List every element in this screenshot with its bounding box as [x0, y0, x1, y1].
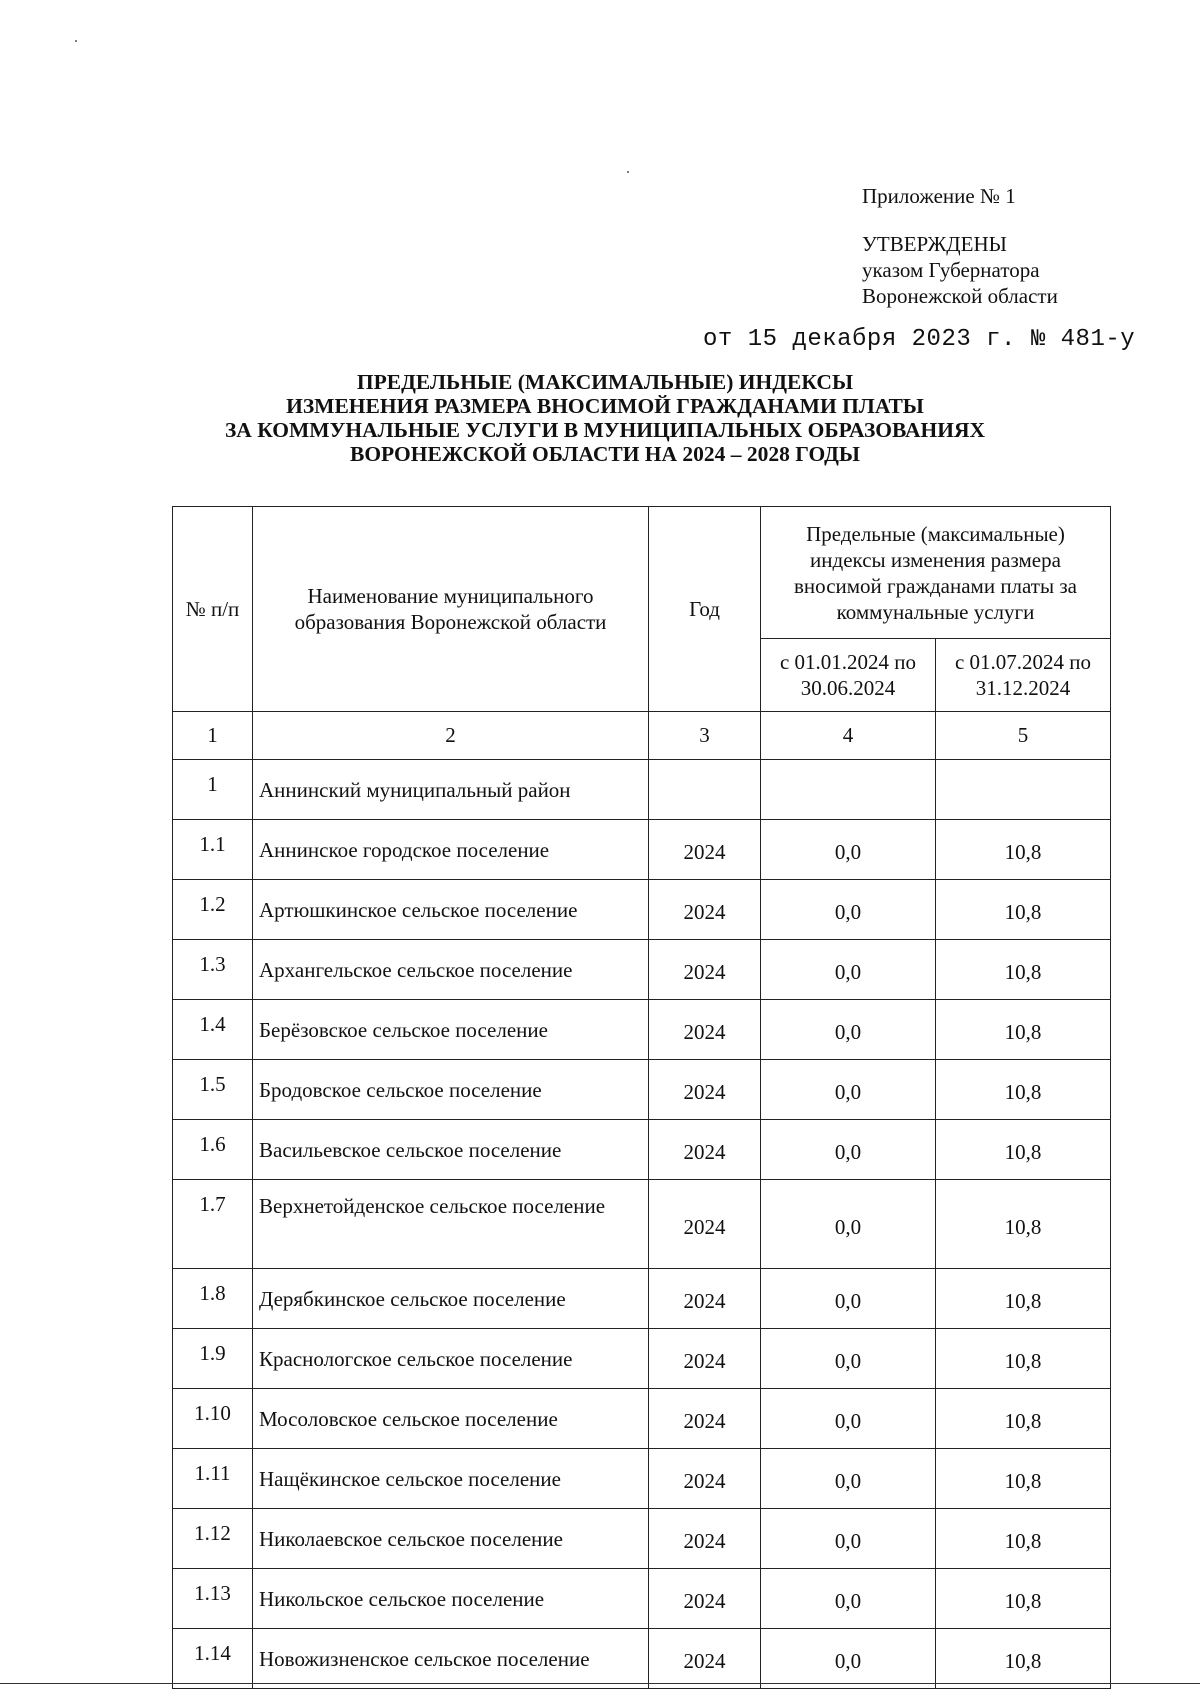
- row-year: 2024: [649, 880, 761, 940]
- row-number: 1.8: [173, 1269, 253, 1329]
- municipality-name: Николаевское сельское поселение: [253, 1509, 649, 1569]
- header-year: Год: [649, 507, 761, 712]
- approved-label: УТВЕРЖДЕНЫ: [862, 232, 1007, 256]
- approved-region-line: Воронежской области: [862, 284, 1058, 308]
- row-year: 2024: [649, 1569, 761, 1629]
- index-period-1: [761, 760, 936, 820]
- table-row: [173, 1389, 1111, 1449]
- header-name: Наименование муниципального образования Воронежской области: [253, 507, 649, 712]
- index-period-1: 0,0: [761, 880, 936, 940]
- row-year: 2024: [649, 1000, 761, 1060]
- approved-by-line: указом Губернатора: [862, 258, 1040, 282]
- index-period-1: 0,0: [761, 940, 936, 1000]
- row-number: 1.6: [173, 1120, 253, 1180]
- row-year: [649, 760, 761, 820]
- row-number: 1.7: [173, 1180, 253, 1269]
- table-row: [173, 1629, 1111, 1689]
- table-row: [173, 1120, 1111, 1180]
- row-number: 1.10: [173, 1389, 253, 1449]
- decree-reference: от 15 декабря 2023 г. № 481-у: [703, 326, 1136, 353]
- municipality-name: Нащёкинское сельское поселение: [253, 1449, 649, 1509]
- column-number: 4: [761, 712, 936, 760]
- municipality-name: Мосоловское сельское поселение: [253, 1389, 649, 1449]
- index-period-2: 10,8: [936, 1389, 1111, 1449]
- municipality-name: Васильевское сельское поселение: [253, 1120, 649, 1180]
- index-period-2: 10,8: [936, 1329, 1111, 1389]
- attachment-label: Приложение № 1: [862, 184, 1016, 208]
- index-period-2: 10,8: [936, 940, 1111, 1000]
- row-year: 2024: [649, 1180, 761, 1269]
- index-period-2: 10,8: [936, 1120, 1111, 1180]
- municipality-name: Архангельское сельское поселение: [253, 940, 649, 1000]
- row-number: 1.2: [173, 880, 253, 940]
- table-row: [173, 880, 1111, 940]
- scan-speck: [627, 171, 629, 173]
- table-row: [173, 1269, 1111, 1329]
- municipality-name: Верхнетойденское сельское поселение: [253, 1180, 649, 1269]
- approval-block: [862, 183, 1058, 309]
- column-number: 1: [173, 712, 253, 760]
- row-year: 2024: [649, 1389, 761, 1449]
- header-period-2: с 01.07.2024 по 31.12.2024: [936, 639, 1111, 712]
- index-period-1: 0,0: [761, 1000, 936, 1060]
- row-year: 2024: [649, 1120, 761, 1180]
- municipality-name: Краснологское сельское поселение: [253, 1329, 649, 1389]
- row-number: 1.12: [173, 1509, 253, 1569]
- header-period-1: с 01.01.2024 по 30.06.2024: [761, 639, 936, 712]
- row-number: 1.13: [173, 1569, 253, 1629]
- municipality-name: Берёзовское сельское поселение: [253, 1000, 649, 1060]
- column-number: 2: [253, 712, 649, 760]
- index-period-1: 0,0: [761, 1629, 936, 1689]
- title-line: ПРЕДЕЛЬНЫЕ (МАКСИМАЛЬНЫЕ) ИНДЕКСЫ: [356, 370, 854, 394]
- municipality-name: Дерябкинское сельское поселение: [253, 1269, 649, 1329]
- index-period-2: 10,8: [936, 1569, 1111, 1629]
- row-year: 2024: [649, 820, 761, 880]
- row-number: 1.3: [173, 940, 253, 1000]
- index-period-2: 10,8: [936, 1449, 1111, 1509]
- index-period-2: 10,8: [936, 820, 1111, 880]
- index-period-2: 10,8: [936, 1629, 1111, 1689]
- index-period-2: 10,8: [936, 880, 1111, 940]
- municipality-name: Никольское сельское поселение: [253, 1569, 649, 1629]
- title-line: ИЗМЕНЕНИЯ РАЗМЕРА ВНОСИМОЙ ГРАЖДАНАМИ ПЛАТЫ: [286, 394, 924, 418]
- row-number: 1.5: [173, 1060, 253, 1120]
- row-number: 1.4: [173, 1000, 253, 1060]
- municipality-name: Новожизненское сельское поселение: [253, 1629, 649, 1689]
- row-number: 1.1: [173, 820, 253, 880]
- index-period-1: 0,0: [761, 1449, 936, 1509]
- index-period-2: 10,8: [936, 1269, 1111, 1329]
- row-number: 1.11: [173, 1449, 253, 1509]
- row-year: 2024: [649, 1329, 761, 1389]
- municipality-name: Артюшкинское сельское поселение: [253, 880, 649, 940]
- table-row: [173, 1000, 1111, 1060]
- index-period-2: 10,8: [936, 1000, 1111, 1060]
- table-row: [173, 1060, 1111, 1120]
- index-period-1: 0,0: [761, 1120, 936, 1180]
- row-year: 2024: [649, 1449, 761, 1509]
- row-year: 2024: [649, 1629, 761, 1689]
- indices-table: [172, 506, 1111, 1689]
- index-period-1: 0,0: [761, 1180, 936, 1269]
- table-row: [173, 1569, 1111, 1629]
- title-line: ВОРОНЕЖСКОЙ ОБЛАСТИ НА 2024 – 2028 ГОДЫ: [349, 442, 861, 466]
- document-title: [180, 370, 1030, 466]
- column-number: 3: [649, 712, 761, 760]
- index-period-1: 0,0: [761, 1389, 936, 1449]
- header-num: № п/п: [173, 507, 253, 712]
- row-number: 1.14: [173, 1629, 253, 1689]
- row-year: 2024: [649, 1269, 761, 1329]
- column-number: 5: [936, 712, 1111, 760]
- scan-edge-line: [0, 1683, 1200, 1684]
- index-period-2: [936, 760, 1111, 820]
- table-row: [173, 1329, 1111, 1389]
- row-number: 1: [173, 760, 253, 820]
- index-period-1: 0,0: [761, 1269, 936, 1329]
- index-period-1: 0,0: [761, 1569, 936, 1629]
- table-row: [173, 760, 1111, 820]
- scan-speck: [75, 40, 77, 42]
- column-number-row: [173, 712, 1111, 760]
- index-period-1: 0,0: [761, 1060, 936, 1120]
- index-period-1: 0,0: [761, 820, 936, 880]
- table-row: [173, 1449, 1111, 1509]
- table-row: [173, 940, 1111, 1000]
- title-line: ЗА КОММУНАЛЬНЫЕ УСЛУГИ В МУНИЦИПАЛЬНЫХ ОБРАЗОВАНИЯХ: [224, 418, 986, 442]
- municipality-name: Аннинский муниципальный район: [253, 760, 649, 820]
- row-year: 2024: [649, 1060, 761, 1120]
- table-row: [173, 1509, 1111, 1569]
- table-row: [173, 1180, 1111, 1269]
- row-year: 2024: [649, 1509, 761, 1569]
- row-year: 2024: [649, 940, 761, 1000]
- municipality-name: Бродовское сельское поселение: [253, 1060, 649, 1120]
- index-period-1: 0,0: [761, 1509, 936, 1569]
- index-period-2: 10,8: [936, 1060, 1111, 1120]
- index-period-2: 10,8: [936, 1509, 1111, 1569]
- table-row: [173, 820, 1111, 880]
- index-period-1: 0,0: [761, 1329, 936, 1389]
- municipality-name: Аннинское городское поселение: [253, 820, 649, 880]
- index-period-2: 10,8: [936, 1180, 1111, 1269]
- header-index: Предельные (максимальные) индексы изменения размера вносимой гражданами платы за коммунальные услуги: [761, 507, 1111, 639]
- row-number: 1.9: [173, 1329, 253, 1389]
